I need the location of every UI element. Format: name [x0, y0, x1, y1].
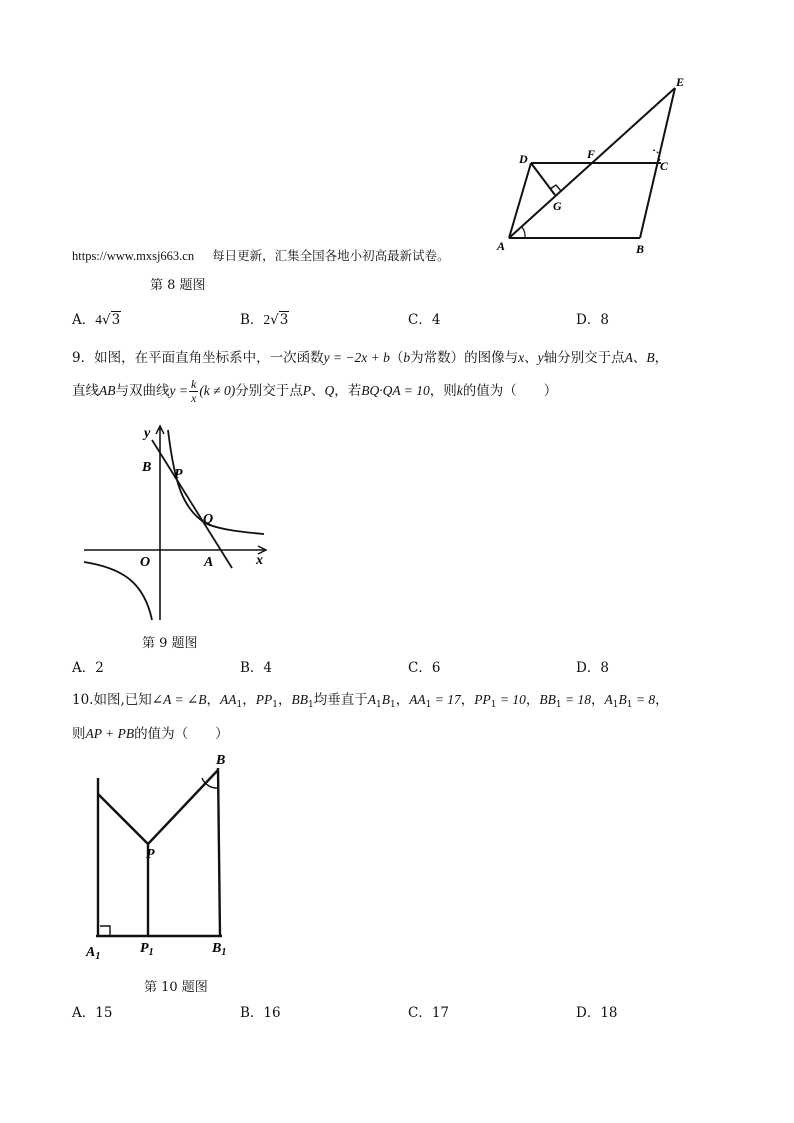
q9-label-P: P [174, 467, 183, 482]
q10-label-A1: $A_1$ [86, 945, 101, 962]
q8-label-C: C [660, 159, 669, 173]
q8-label-B: B [636, 242, 645, 255]
q10-seg-AP [98, 794, 148, 844]
watermark-tagline: 每日更新，汇集全国各地小初高最新试卷。 [212, 248, 450, 263]
sqrt-sign: √ [102, 312, 111, 328]
q10-stem-line1: 10.如图,已知∠A = ∠B，$AA_1$，$PP_1$，$BB_1$均垂直于$A_1B_1$，$AA_1 = 17$，$PP_1 = 10$，$BB_1 = 18$，$A_1B_1 = 8$， [72, 692, 669, 710]
q10-stem-line2: 则AP + PB的值为（ ） [72, 726, 229, 742]
q9-option-a[interactable]: A．2 [72, 660, 104, 676]
q9-fraction: $\frac{k}{x}$ [190, 377, 197, 405]
q9-label-Q: Q [203, 512, 214, 527]
q9-label-O: O [140, 555, 151, 570]
q10-seg-BB1 [218, 768, 220, 936]
q10-seg-PB [148, 770, 218, 844]
q8-option-d[interactable]: D．8 [576, 312, 609, 328]
q10-label-B1: $B_1$ [212, 941, 227, 958]
q10-label-B: B [216, 753, 226, 768]
q10-option-b[interactable]: B．16 [240, 1005, 281, 1021]
q9-label-A: A [204, 555, 214, 570]
q10-figure [84, 750, 244, 965]
q9-option-c[interactable]: C．6 [408, 660, 441, 676]
q8-label-G: G [553, 199, 562, 213]
q10-label-P1: $P_1$ [140, 941, 154, 958]
q8-figure [495, 70, 695, 255]
q8-option-c[interactable]: C．4 [408, 312, 441, 328]
q10-label-P: P [146, 847, 155, 862]
q10-option-c[interactable]: C．17 [408, 1005, 450, 1021]
watermark-line [72, 246, 450, 264]
q10-right-angle [100, 926, 110, 936]
q10-option-a[interactable]: A．15 [72, 1005, 113, 1021]
q9-hyperbola-branch-2 [84, 562, 152, 620]
q9-line-AB [152, 440, 232, 568]
q9-label-B: B [142, 460, 152, 475]
q9-label-y: y [144, 426, 151, 441]
q9-option-b[interactable]: B．4 [240, 660, 273, 676]
q9-label-x: x [256, 553, 263, 568]
q8-option-a[interactable]: A．4√3 [72, 312, 121, 328]
sqrt-sign: √ [270, 312, 279, 328]
q8-angle-mark-A [522, 227, 525, 238]
q9-stem-line2: 直线AB与双曲线y = $\frac{k}{x}$ (k ≠ 0)分别交于点P、Q，若BQ·QA = 10，则k的值为（ ） [72, 377, 558, 405]
q8-option-b[interactable]: B．2√3 [240, 312, 289, 328]
q9-hyperbola-branch-1 [168, 430, 264, 534]
q8-label-E: E [676, 75, 685, 89]
q8-seg-DG [531, 163, 555, 195]
q9-figure-caption: 第 9 题图 [142, 636, 198, 651]
q8-label-A: A [497, 239, 506, 253]
q8-figure-caption: 第 8 题图 [150, 278, 206, 293]
q8-label-D: D [519, 152, 528, 166]
q10-figure-caption: 第 10 题图 [144, 980, 208, 995]
watermark-url[interactable]: https://www.mxsj663.cn [72, 249, 195, 263]
q9-stem-line1: 9．如图，在平面直角坐标系中，一次函数y = −2x + b（b为常数）的图像与x、y轴分别交于点A、B， [72, 350, 669, 366]
q8-label-F: F [587, 147, 596, 161]
q10-option-d[interactable]: D．18 [576, 1005, 618, 1021]
q9-option-d[interactable]: D．8 [576, 660, 609, 676]
q9-figure [82, 420, 274, 625]
